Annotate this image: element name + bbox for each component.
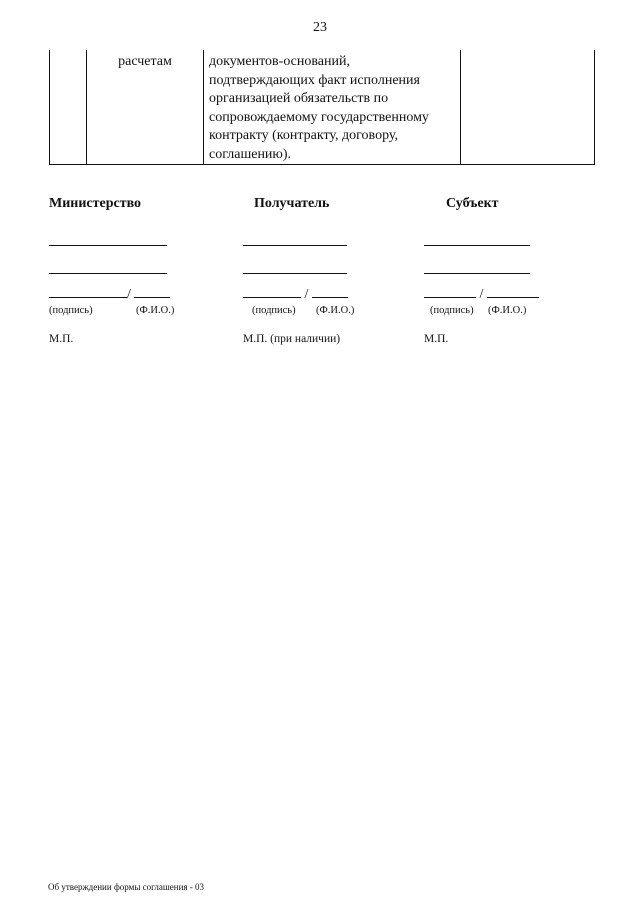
slash-separator: /: [304, 287, 309, 302]
description-line: документов-оснований,: [209, 54, 350, 69]
signature-line: [243, 273, 347, 274]
signature-field-line: [49, 297, 127, 298]
page-number: 23: [313, 20, 327, 35]
signature-name-row: [424, 287, 539, 303]
signature-field-line: [424, 297, 476, 298]
document-footer: Об утверждении формы соглашения - 03: [48, 882, 205, 892]
name-field-line: [312, 297, 348, 298]
description-line: соглашению).: [209, 146, 292, 162]
stamp-label: М.П.: [49, 333, 74, 345]
signature-line: [49, 245, 167, 246]
signature-hint: (подпись): [430, 305, 474, 316]
name-hint: (Ф.И.О.): [488, 305, 527, 316]
table-cell-description: [204, 50, 461, 165]
stamp-label: М.П. (при наличии): [243, 333, 341, 345]
name-field-line: [134, 297, 170, 298]
table-row: [50, 50, 595, 165]
signature-title: Субъект: [446, 196, 499, 211]
table-cell-notes: [461, 50, 595, 165]
signature-line: [424, 273, 530, 274]
description-line: сопровождаемому государственному: [209, 109, 429, 125]
signature-line: [243, 245, 347, 246]
description-line: контракту (контракту, договору,: [209, 128, 398, 143]
signature-hint: (подпись): [49, 305, 93, 316]
description-line: подтверждающих факт исполнения: [209, 72, 420, 88]
signature-line: [49, 273, 167, 274]
name-hint: (Ф.И.О.): [316, 305, 355, 316]
signature-line: [424, 245, 530, 246]
name-hint: (Ф.И.О.): [136, 305, 175, 316]
description-line: организацией обязательств по: [209, 91, 389, 106]
table-cell-category: расчетам: [87, 50, 204, 165]
name-field-line: [487, 297, 539, 298]
signature-hint: (подпись): [252, 305, 296, 316]
slash-separator: /: [127, 287, 131, 302]
signature-name-row: [243, 287, 348, 303]
signature-field-line: [243, 297, 301, 298]
slash-separator: /: [479, 287, 484, 302]
signature-name-row: [49, 287, 170, 303]
signature-title: Министерство: [49, 196, 142, 211]
stamp-label: М.П.: [424, 333, 449, 345]
table-cell-number: [50, 50, 87, 165]
signature-title: Получатель: [254, 196, 330, 211]
document-table: [49, 50, 595, 165]
